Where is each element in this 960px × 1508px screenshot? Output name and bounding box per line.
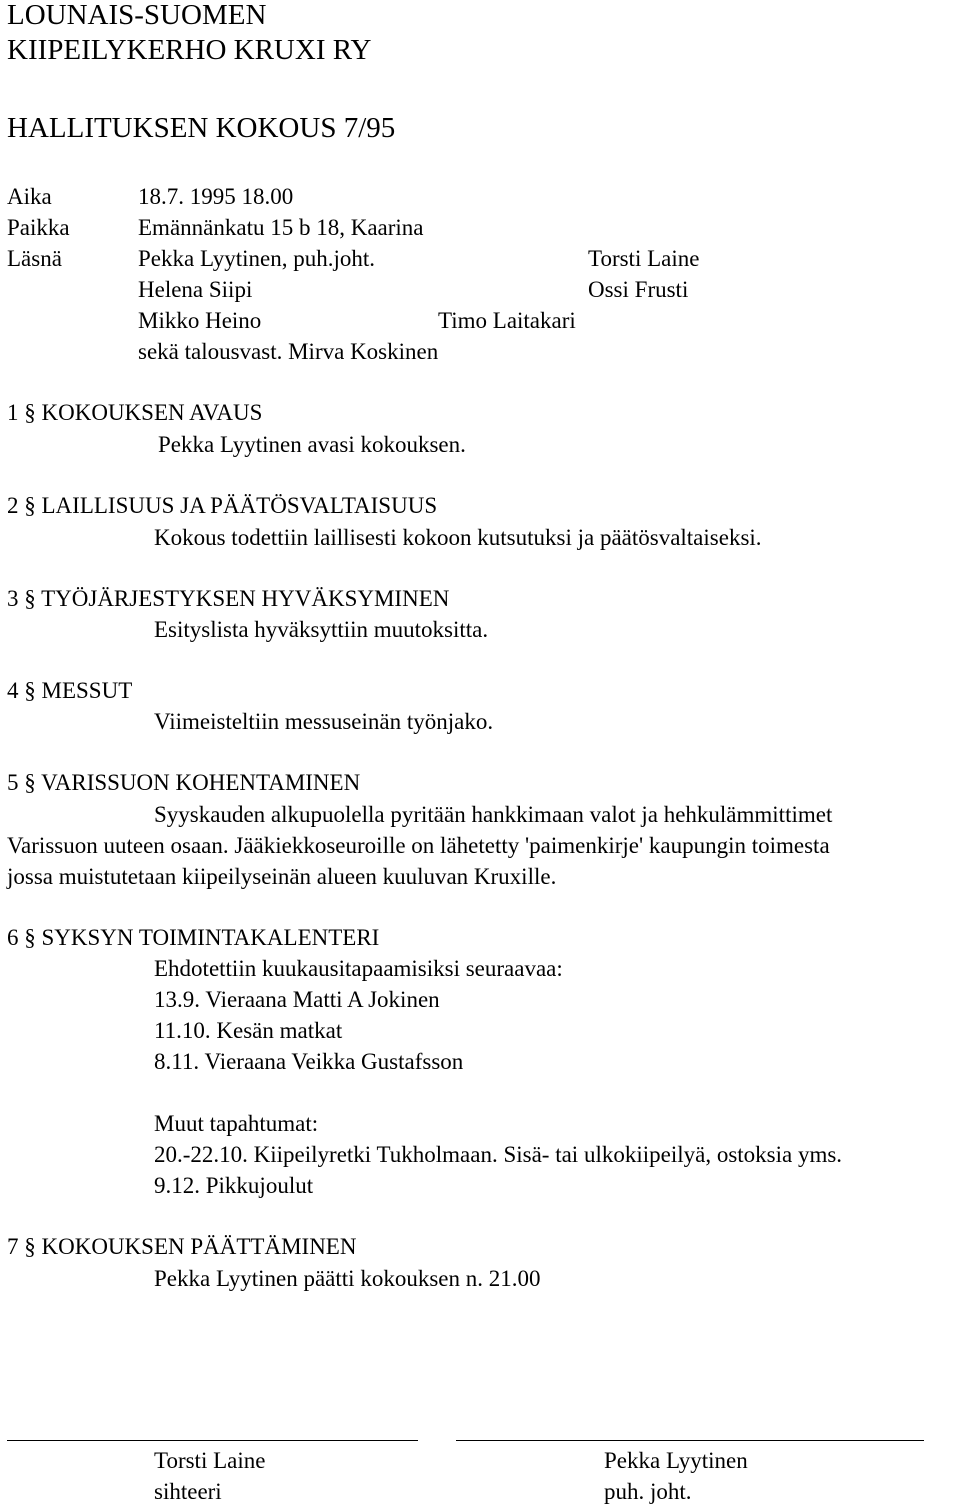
section-symbol: § xyxy=(24,493,36,518)
section-title: TYÖJÄRJESTYKSEN HYVÄKSYMINEN xyxy=(41,586,450,611)
section-symbol: § xyxy=(24,1234,36,1259)
attendee: Ossi Frusti xyxy=(588,277,689,302)
time-value: 18.7. 1995 18.00 xyxy=(138,184,294,209)
section-title: SYKSYN TOIMINTAKALENTERI xyxy=(41,925,380,950)
section-4-body: Viimeisteltiin messuseinän työnjako. xyxy=(154,709,494,734)
signature-right-role: puh. joht. xyxy=(604,1479,692,1504)
section-7-heading xyxy=(7,1232,356,1263)
section-title: LAILLISUUS JA PÄÄTÖSVALTAISUUS xyxy=(41,493,438,518)
section-number: 3 xyxy=(7,586,19,611)
attendee: Torsti Laine xyxy=(588,246,700,271)
other-event: 20.-22.10. Kiipeilyretki Tukholmaan. Sisä- tai ulkokiipeilyä, ostoksia yms. xyxy=(154,1142,843,1167)
attendee: sekä talousvast. Mirva Koskinen xyxy=(138,339,439,364)
section-title: VARISSUON KOHENTAMINEN xyxy=(41,770,361,795)
section-title: MESSUT xyxy=(41,678,133,703)
section-2-body: Kokous todettiin laillisesti kokoon kutsutuksi ja päätösvaltaiseksi. xyxy=(154,525,762,550)
section-symbol: § xyxy=(24,678,36,703)
section-number: 6 xyxy=(7,925,19,950)
section-3-body: Esityslista hyväksyttiin muutoksitta. xyxy=(154,617,489,642)
time-label: Aika xyxy=(7,184,52,209)
section-title: KOKOUKSEN PÄÄTTÄMINEN xyxy=(41,1234,357,1259)
section-1-heading xyxy=(7,398,262,429)
other-events-label: Muut tapahtumat: xyxy=(154,1111,319,1136)
attendee: Mikko Heino xyxy=(138,308,262,333)
org-name-line1: LOUNAIS-SUOMEN xyxy=(7,0,267,31)
section-number: 5 xyxy=(7,770,19,795)
place-value: Emännänkatu 15 b 18, Kaarina xyxy=(138,215,424,240)
signature-left-role: sihteeri xyxy=(154,1479,222,1504)
section-4-heading xyxy=(7,676,132,707)
section-5-heading xyxy=(7,768,360,799)
other-event: 9.12. Pikkujoulut xyxy=(154,1173,314,1198)
signature-line-left xyxy=(7,1440,417,1441)
section-7-body: Pekka Lyytinen päätti kokouksen n. 21.00 xyxy=(154,1266,541,1291)
calendar-item: 8.11. Vieraana Veikka Gustafsson xyxy=(154,1049,464,1074)
org-name-line2: KIIPEILYKERHO KRUXI RY xyxy=(7,34,372,66)
section-3-heading xyxy=(7,584,449,615)
section-number: 7 xyxy=(7,1234,19,1259)
section-5-body-line: Varissuon uuteen osaan. Jääkiekkoseuroille on lähetetty 'paimenkirje' kaupungin toimesta xyxy=(7,833,830,858)
section-number: 1 xyxy=(7,400,19,425)
section-6-intro: Ehdotettiin kuukausitapaamisiksi seuraavaa: xyxy=(154,956,563,981)
section-symbol: § xyxy=(24,925,36,950)
signature-right-name: Pekka Lyytinen xyxy=(604,1448,748,1473)
place-label: Paikka xyxy=(7,215,70,240)
section-number: 4 xyxy=(7,678,19,703)
signature-line-right xyxy=(456,1440,924,1441)
calendar-item: 11.10. Kesän matkat xyxy=(154,1018,343,1043)
section-2-heading xyxy=(7,491,437,522)
section-number: 2 xyxy=(7,493,19,518)
signature-left-name: Torsti Laine xyxy=(154,1448,266,1473)
section-title: KOKOUKSEN AVAUS xyxy=(41,400,263,425)
present-label: Läsnä xyxy=(7,246,62,271)
meeting-title: HALLITUKSEN KOKOUS 7/95 xyxy=(7,112,396,144)
calendar-item: 13.9. Vieraana Matti A Jokinen xyxy=(154,987,440,1012)
section-1-body: Pekka Lyytinen avasi kokouksen. xyxy=(158,432,466,457)
section-5-body-line: jossa muistutetaan kiipeilyseinän alueen kuuluvan Kruxille. xyxy=(7,864,557,889)
section-symbol: § xyxy=(24,770,36,795)
attendee: Timo Laitakari xyxy=(438,308,576,333)
attendee: Pekka Lyytinen, puh.joht. xyxy=(138,246,376,271)
section-symbol: § xyxy=(24,400,36,425)
section-symbol: § xyxy=(24,586,36,611)
section-5-body-line: Syyskauden alkupuolella pyritään hankkimaan valot ja hehkulämmittimet xyxy=(154,802,833,827)
section-6-heading xyxy=(7,923,379,954)
attendee: Helena Siipi xyxy=(138,277,253,302)
